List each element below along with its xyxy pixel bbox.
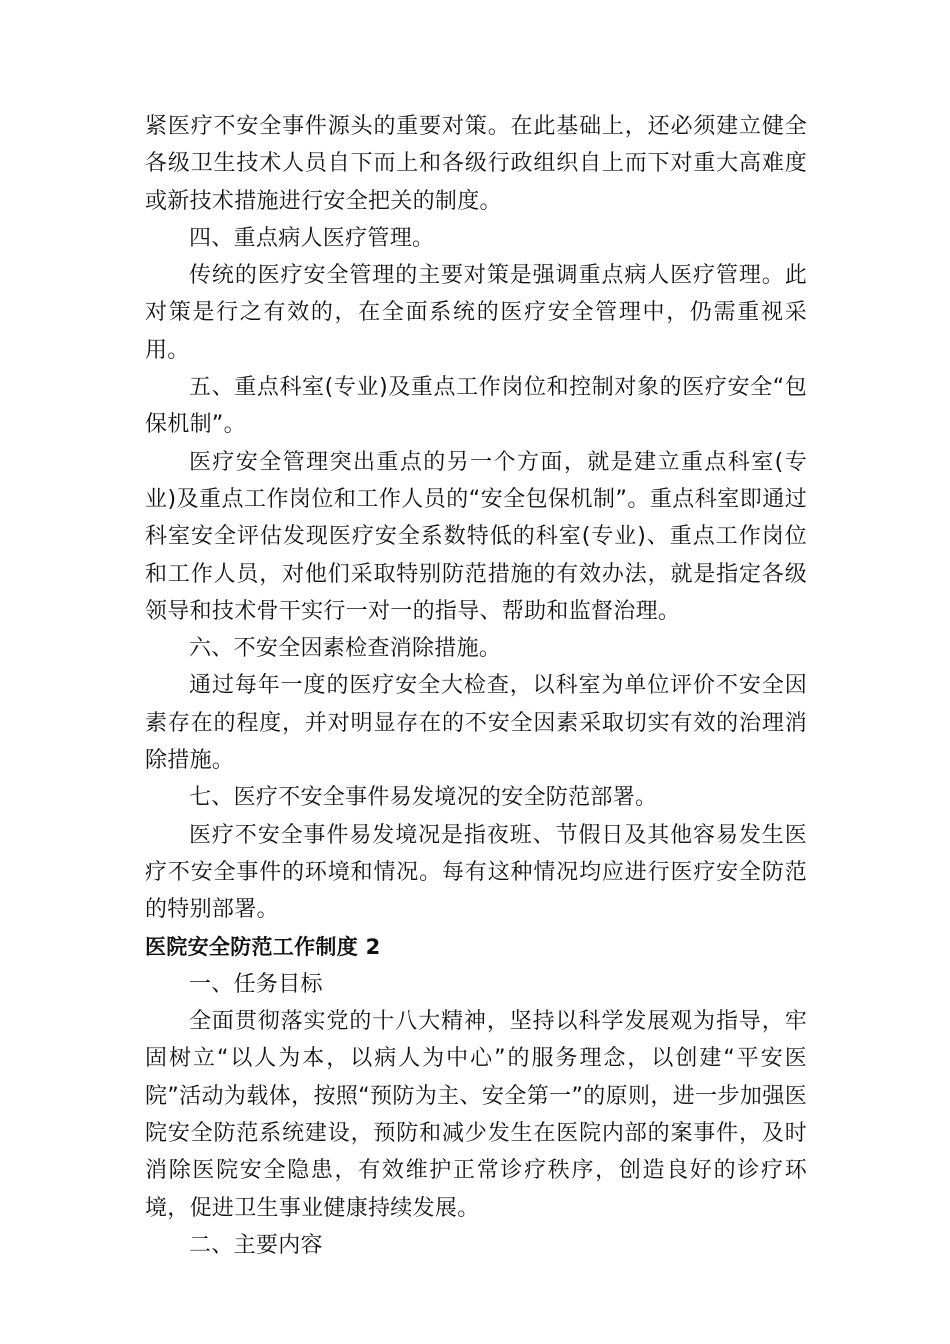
body-paragraph: 传统的医疗安全管理的主要对策是强调重点病人医疗管理。此对策是行之有效的，在全面系统的医疗安全管理中，仍需重视采用。 [145, 263, 807, 363]
section-title: 六、不安全因素检查消除措施。 [189, 636, 502, 662]
section-title: 二、主要内容 [189, 1232, 323, 1258]
document-heading: 医院安全防范工作制度 2 [145, 934, 381, 959]
section-title: 七、医疗不安全事件易发境况的安全防范部署。 [189, 785, 658, 811]
section-title: 一、任务目标 [189, 971, 323, 997]
body-paragraph: 全面贯彻落实党的十八大精神，坚持以科学发展观为指导，牢固树立“以人为本，以病人为中心”的服务理念，以创建“平安医院”活动为载体，按照“预防为主、安全第一”的原则，进一步加强医院安全防范系统建设，预防和减少发生在医院内部的案事件，及时消除医院安全隐患，有效维护正常诊疗秩序，创造良好的诊疗环境，促进卫生事业健康持续发展。 [145, 1009, 807, 1221]
section-title: 五、重点科室(专业)及重点工作岗位和控制对象的医疗安全“包保机制”。 [145, 375, 807, 438]
document-page [145, 108, 807, 1264]
body-paragraph: 医疗安全管理突出重点的另一个方面，就是建立重点科室(专业)及重点工作岗位和工作人员的“安全包保机制”。重点科室即通过科室安全评估发现医疗安全系数特低的科室(专业)、重点工作岗位和工作人员，对他们采取特别防范措施的有效办法，就是指定各级领导和技术骨干实行一对一的指导、帮助和监督治理。 [145, 449, 807, 624]
section-title: 四、重点病人医疗管理。 [189, 225, 435, 251]
body-paragraph: 医疗不安全事件易发境况是指夜班、节假日及其他容易发生医疗不安全事件的环境和情况。每有这种情况均应进行医疗安全防范的特别部署。 [145, 822, 807, 923]
body-paragraph: 通过每年一度的医疗安全大检查，以科室为单位评价不安全因素存在的程度，并对明显存在的不安全因素采取切实有效的治理消除措施。 [145, 673, 807, 774]
body-paragraph: 紧医疗不安全事件源头的重要对策。在此基础上，还必须建立健全各级卫生技术人员自下而上和各级行政组织自上而下对重大高难度或新技术措施进行安全把关的制度。 [145, 114, 807, 214]
